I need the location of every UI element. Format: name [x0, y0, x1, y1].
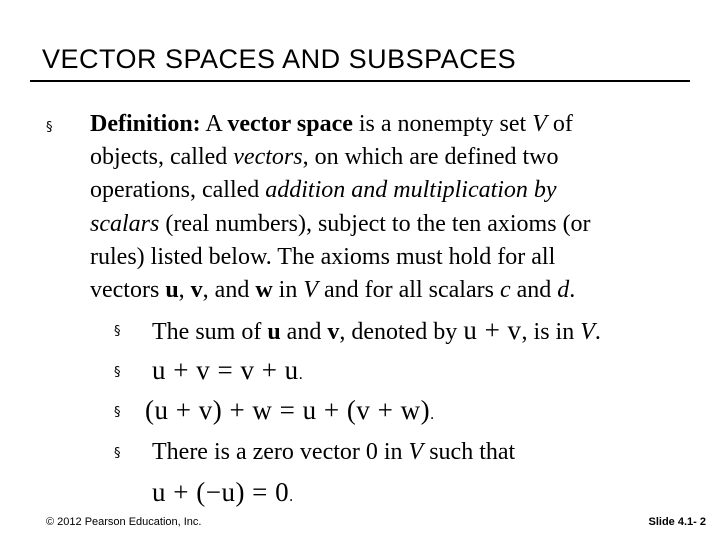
- title-divider: [30, 80, 690, 82]
- math-expression: u + v: [463, 315, 522, 345]
- definition-line-2: [90, 143, 559, 171]
- addition-term: addition and multiplication by: [265, 177, 557, 203]
- text-span: .: [569, 277, 576, 303]
- text-span: is a nonempty set: [352, 111, 533, 137]
- text-span: .: [289, 488, 294, 505]
- copyright-notice: © 2012 Pearson Education, Inc.: [46, 516, 202, 528]
- set-V: V: [580, 319, 595, 345]
- text-span: and: [510, 277, 558, 303]
- text-span: , and: [202, 277, 256, 303]
- text-span: and for all scalars: [318, 277, 500, 303]
- text-span: (real numbers), subject to the ten axioms (or: [159, 211, 591, 237]
- slide-number: Slide 4.1- 2: [648, 516, 706, 528]
- set-V: V: [303, 277, 319, 303]
- text-span: operations, called: [90, 177, 266, 203]
- scalar-c: c: [499, 277, 511, 303]
- vector-u: u: [267, 319, 281, 345]
- definition-line-1: [90, 110, 573, 138]
- definition-line-5: rules) listed below. The axioms must hold for all: [90, 244, 556, 270]
- sub-bullet-marker: §: [114, 365, 121, 380]
- vector-space-term: vector space: [227, 111, 353, 137]
- axiom-4: [152, 438, 515, 466]
- text-span: and: [280, 319, 328, 345]
- set-V: V: [408, 439, 424, 465]
- scalars-term: scalars: [90, 211, 160, 237]
- text-span: The sum of: [152, 319, 268, 345]
- vectors-term: vectors: [233, 144, 303, 170]
- definition-lead: Definition:: [90, 111, 201, 137]
- axiom-1: [152, 316, 601, 346]
- text-span: , is in: [521, 319, 581, 345]
- text-span: such that: [423, 439, 516, 465]
- axiom-4-equation: [152, 478, 293, 511]
- slide-title: VECTOR SPACES AND SUBSPACES: [42, 44, 517, 74]
- set-V: V: [532, 111, 547, 137]
- text-span: , on which are defined two: [302, 144, 559, 170]
- vector-w: w: [255, 277, 273, 303]
- vector-v: v: [327, 319, 340, 345]
- sub-bullet-marker: §: [114, 405, 121, 420]
- text-span: There is a zero vector 0 in: [152, 439, 409, 465]
- text-span: of: [546, 111, 573, 137]
- bullet-marker: §: [46, 120, 53, 135]
- scalar-d: d: [557, 277, 570, 303]
- definition-line-3: [90, 176, 557, 204]
- text-span: , denoted by: [339, 319, 464, 345]
- math-expression: u + v = v + u: [152, 355, 299, 385]
- text-span: .: [298, 366, 303, 383]
- math-expression: (u + v) + w = u + (v + w): [145, 395, 431, 425]
- math-expression: u + (−u) = 0: [152, 477, 290, 507]
- text-span: objects, called: [90, 144, 234, 170]
- text-span: in: [272, 277, 304, 303]
- vector-u: u: [165, 277, 179, 303]
- definition-line-6: [90, 276, 575, 304]
- definition-line-4: [90, 210, 591, 238]
- text-span: .: [430, 406, 435, 423]
- text-span: ,: [178, 277, 191, 303]
- sub-bullet-marker: §: [114, 324, 121, 339]
- axiom-3: [145, 396, 434, 429]
- text-span: A: [200, 111, 228, 137]
- axiom-2: [152, 356, 303, 389]
- vector-v: v: [190, 277, 203, 303]
- text-span: .: [594, 319, 601, 345]
- text-span: vectors: [90, 277, 166, 303]
- sub-bullet-marker: §: [114, 446, 121, 461]
